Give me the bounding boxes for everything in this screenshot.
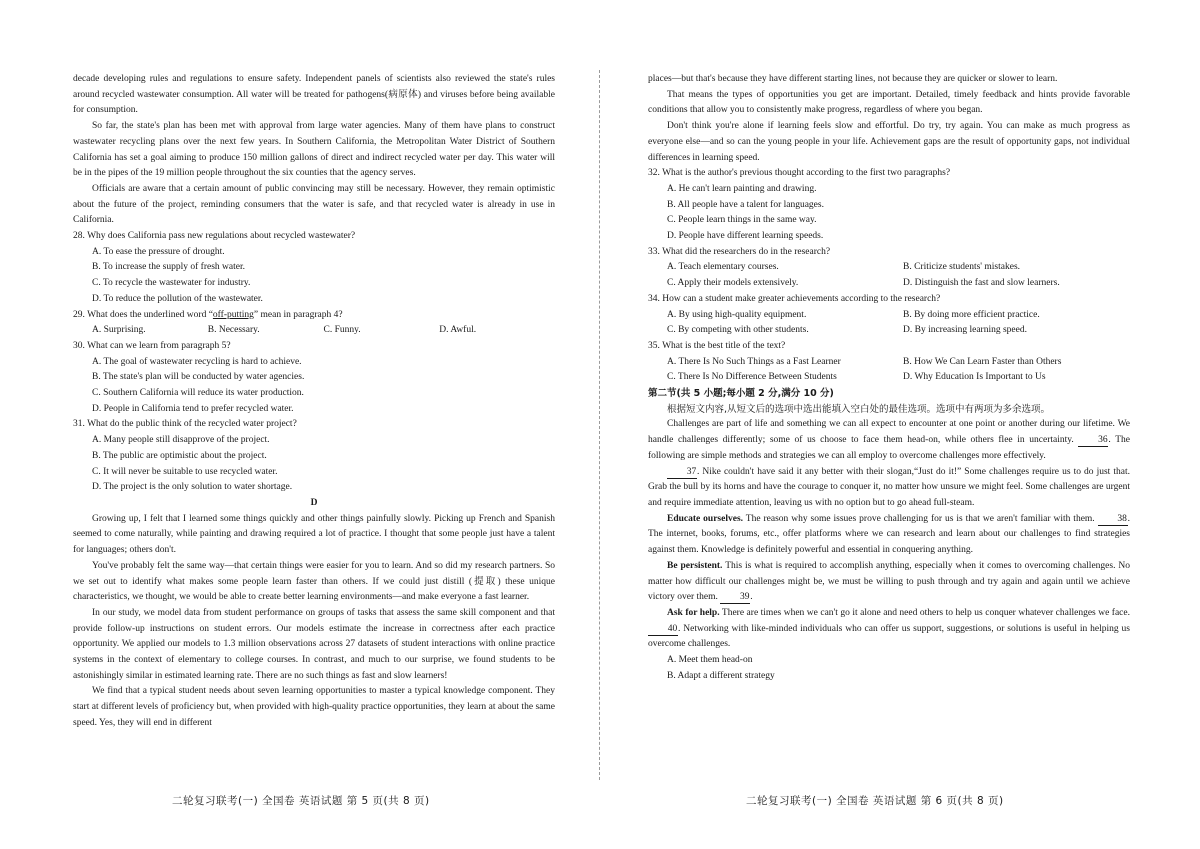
section-2-heading: 第二节(共 5 小题;每小题 2 分,满分 10 分) bbox=[648, 388, 834, 400]
option-33d: D. Distinguish the fast and slow learners. bbox=[903, 278, 1060, 289]
right-page-column bbox=[648, 72, 1130, 684]
cloze-paragraph: Be persistent. This is what is required to accomplish anything, especially when it comes to overcoming challenges. No matter how difficult our challenges might be, we must be willing to push through and try again and again until we achieve victory over them. 39. bbox=[648, 560, 1130, 603]
option-28d: D. To reduce the pollution of the wastewater. bbox=[92, 293, 263, 304]
option-31b: B. The public are optimistic about the project. bbox=[92, 450, 267, 461]
cloze-option-b: B. Adapt a different strategy bbox=[667, 670, 775, 681]
option-30b: B. The state's plan will be conducted by water agencies. bbox=[92, 372, 305, 383]
cloze-option-a: A. Meet them head-on bbox=[667, 655, 753, 666]
option-32d: D. People have different learning speeds. bbox=[667, 231, 824, 242]
options-29 bbox=[73, 323, 555, 339]
options-33-row1 bbox=[648, 260, 1130, 276]
option-35c: C. There Is No Difference Between Students bbox=[667, 372, 837, 383]
question-31: 31. What do the public think of the recycled water project? bbox=[73, 419, 297, 430]
options-34-row1 bbox=[648, 308, 1130, 324]
passage-c-paragraph: decade developing rules and regulations to ensure safety. Independent panels of scientists also reviewed the state's rules around recycled wastewater consumption. All water will be treated for pathogens(病原体) and viruses before being available for consumption. bbox=[73, 74, 555, 116]
option-32b: B. All people have a talent for languages. bbox=[667, 199, 824, 210]
blank-38: 38 bbox=[1098, 513, 1128, 526]
page-divider bbox=[599, 70, 600, 780]
option-33a: A. Teach elementary courses. bbox=[667, 262, 779, 273]
passage-d-paragraph: You've probably felt the same way—that certain things were easier for you to learn. And so did my research partners. So we set out to identify what makes some people learn faster than others. If we could just distill (提取) these unique characteristics, we thought, we would be able to create better learning environments—and make everyone a fast learner. bbox=[73, 560, 555, 603]
option-32c: C. People learn things in the same way. bbox=[667, 215, 817, 226]
option-35b: B. How We Can Learn Faster than Others bbox=[903, 356, 1062, 367]
options-34-row2 bbox=[648, 323, 1130, 339]
option-34c: C. By competing with other students. bbox=[667, 325, 809, 336]
option-34a: A. By using high-quality equipment. bbox=[667, 309, 807, 320]
left-page-column bbox=[73, 72, 555, 732]
option-34d: D. By increasing learning speed. bbox=[903, 325, 1027, 336]
option-31a: A. Many people still disapprove of the project. bbox=[92, 435, 270, 446]
passage-d-paragraph: In our study, we model data from student performance on groups of tasks that assess the same skill component and that provide follow-up instructions on student errors. Our models estimate the increase in correctness after each practice opportunity. We applied our models to 1.3 million observations across 27 datasets of student interactions with online practice systems in the context of elementary to college courses. In contrast, and much to our surprise, we found students to be astonishingly similar in estimated learning rate. There are no such things as fast and slow learners! bbox=[73, 607, 555, 681]
option-28b: B. To increase the supply of fresh water. bbox=[92, 262, 245, 273]
options-35-row2 bbox=[648, 370, 1130, 386]
passage-c-paragraph: Officials are aware that a certain amount of public convincing may still be necessary. However, they remain optimistic about the future of the project, reminding consumers that the water is safe, and that recycled water is already in use in California. bbox=[73, 183, 555, 226]
cloze-paragraph: Challenges are part of life and something we can all expect to encounter at one point or another during our lifetime. We handle challenges differently; some of us choose to face them head-on, while others flee in uncertainty. 36. The following are simple methods and strategies we can all employ to overcome challenges more effectively. bbox=[648, 419, 1130, 461]
cloze-paragraph: Educate ourselves. The reason why some issues prove challenging for us is that we aren't familiar with them. 38. The internet, books, forums, etc., offer platforms where we can research and learn about our challenges to find strategies against them. Knowledge is definitely powerful and essential in conquering anything. bbox=[648, 513, 1130, 556]
option-33b: B. Criticize students' mistakes. bbox=[903, 262, 1021, 273]
section-2-instruction: 根据短文内容,从短文后的选项中选出能填入空白处的最佳选项。选项中有两项为多余选项。 bbox=[667, 403, 1051, 415]
option-30d: D. People in California tend to prefer recycled water. bbox=[92, 403, 294, 414]
passage-d-paragraph: That means the types of opportunities you get are important. Detailed, timely feedback and hints provide favorable conditions that allow you to consistently make progress, regardless of where you began. bbox=[648, 89, 1130, 116]
option-35d: D. Why Education Is Important to Us bbox=[903, 372, 1046, 383]
option-29d: D. Awful. bbox=[439, 325, 477, 336]
cloze-subheading: Educate ourselves. bbox=[667, 513, 744, 524]
question-34: 34. How can a student make greater achievements according to the research? bbox=[648, 293, 941, 304]
blank-37: 37 bbox=[667, 466, 697, 479]
option-31d: D. The project is the only solution to water shortage. bbox=[92, 482, 293, 493]
underlined-word: off-putting bbox=[212, 309, 254, 320]
option-35a: A. There Is No Such Things as a Fast Learner bbox=[667, 356, 841, 367]
blank-39: 39 bbox=[720, 591, 750, 604]
passage-d-heading: D bbox=[310, 497, 318, 508]
option-29a: A. Surprising. bbox=[92, 325, 146, 336]
cloze-subheading: Be persistent. bbox=[667, 560, 723, 571]
option-32a: A. He can't learn painting and drawing. bbox=[667, 183, 817, 194]
option-29b: B. Necessary. bbox=[207, 325, 260, 336]
cloze-subheading: Ask for help. bbox=[667, 607, 720, 618]
option-31c: C. It will never be suitable to use recycled water. bbox=[92, 466, 278, 477]
blank-40: 40 bbox=[648, 623, 678, 636]
cloze-paragraph: 37. Nike couldn't have said it any better with their slogan,“Just do it!” Some challenges require us to do just that. Grab the bull by its horns and have the courage to conquer it, no matter how unsure we might feel. Some challenges are urgent and require immediate attention, leaving us with no option but to go ahead full-steam. bbox=[648, 466, 1130, 508]
option-30a: A. The goal of wastewater recycling is hard to achieve. bbox=[92, 356, 302, 367]
option-30c: C. Southern California will reduce its water production. bbox=[92, 388, 304, 399]
passage-d-paragraph: We find that a typical student needs about seven learning opportunities to master a typical knowledge component. They start at different levels of proficiency but, when provided with high-quality practice opportunities, they learn at about the same speed. Yes, they will end in different bbox=[73, 686, 555, 728]
question-28: 28. Why does California pass new regulations about recycled wastewater? bbox=[73, 231, 356, 242]
options-33-row2 bbox=[648, 276, 1130, 292]
passage-d-paragraph: Growing up, I felt that I learned some things quickly and other things painfully slowly. Picking up French and Spanish seemed to come naturally, while painting and drawing required a lot of practice. I thought that some people just have a talent for languages; others don't. bbox=[73, 513, 555, 556]
question-29: 29. What does the underlined word “off-putting” mean in paragraph 4? bbox=[73, 309, 343, 320]
question-33: 33. What did the researchers do in the research? bbox=[648, 246, 831, 257]
option-34b: B. By doing more efficient practice. bbox=[903, 309, 1040, 320]
passage-d-paragraph: Don't think you're alone if learning feels slow and effortful. Do try, try again. You can make as much progress as everyone else—and so can the young people in your life. Achievement gaps are the result of opportunity gaps, not individual differences in learning speed. bbox=[648, 121, 1130, 163]
passage-c-paragraph: So far, the state's plan has been met with approval from large water agencies. Many of them have plans to construct wastewater recycling plans over the next few years. In Southern California, the Metropolitan Water District of Southern California has set a goal aiming to produce 150 million gallons of direct and indirect recycled water per day. This water will be in the pipes of the 19 million people throughout the six counties that the agency serves. bbox=[73, 121, 555, 179]
blank-36: 36 bbox=[1078, 434, 1108, 447]
options-35-row1 bbox=[648, 355, 1130, 371]
page-footer-left: 二轮复习联考(一) 全国卷 英语试题 第 5 页(共 8 页) bbox=[172, 795, 430, 807]
option-33c: C. Apply their models extensively. bbox=[667, 278, 799, 289]
option-28a: A. To ease the pressure of drought. bbox=[92, 246, 225, 257]
page-footer-right: 二轮复习联考(一) 全国卷 英语试题 第 6 页(共 8 页) bbox=[746, 795, 1004, 807]
question-30: 30. What can we learn from paragraph 5? bbox=[73, 340, 231, 351]
option-29c: C. Funny. bbox=[323, 325, 361, 336]
question-32: 32. What is the author's previous thought according to the first two paragraphs? bbox=[648, 168, 951, 179]
option-28c: C. To recycle the wastewater for industry. bbox=[92, 278, 251, 289]
passage-d-paragraph: places—but that's because they have different starting lines, not because they are quicker or slower to learn. bbox=[648, 74, 1058, 84]
question-35: 35. What is the best title of the text? bbox=[648, 340, 786, 351]
cloze-paragraph: Ask for help. There are times when we can't go it alone and need others to help us conquer whatever challenges we face. 40. Networking with like-minded individuals who can offer us support, suggestions, or solutions is useful in helping us overcome challenges. bbox=[648, 607, 1130, 650]
